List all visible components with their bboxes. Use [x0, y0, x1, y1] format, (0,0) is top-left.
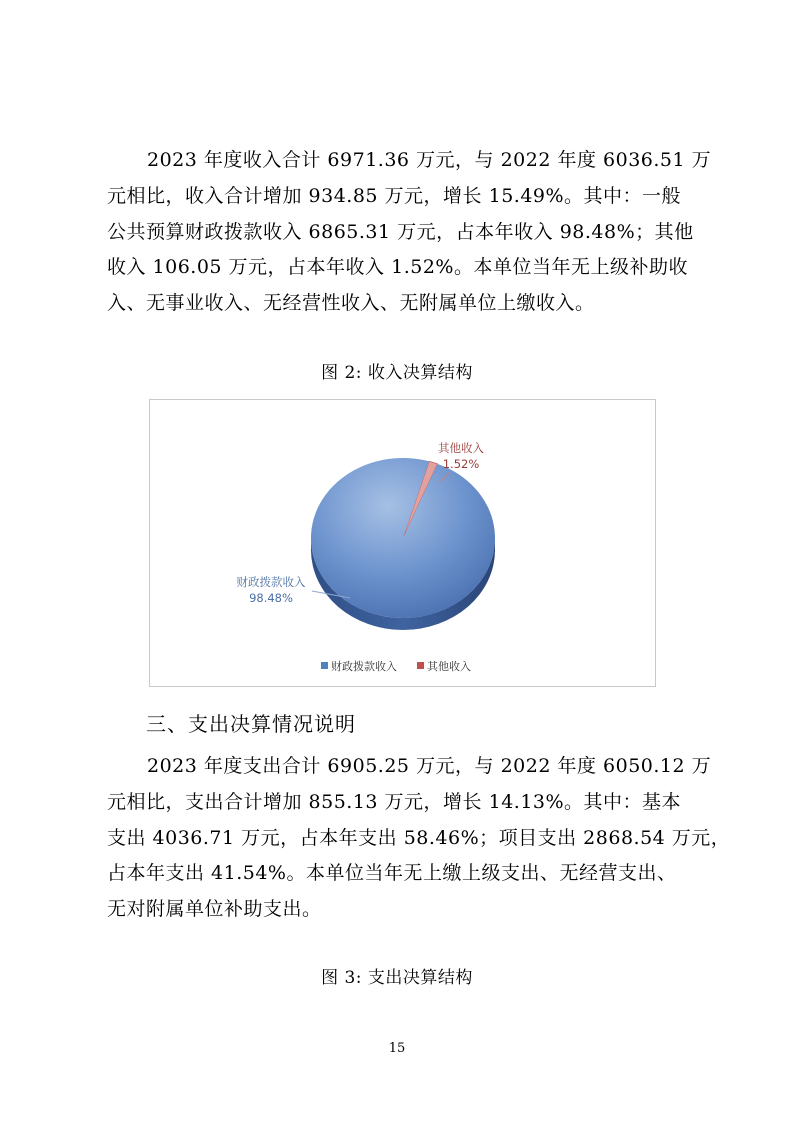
slice-label-other-name: 其他收入: [438, 441, 484, 455]
page-number: 15: [388, 1041, 406, 1056]
text-line: 元相比，支出合计增加 855.13 万元，增长 14.13%。其中：基本: [107, 790, 682, 813]
text-line: 支出 4036.71 万元，占本年支出 58.46%；项目支出 2868.54 万元，: [107, 826, 731, 849]
text-line: 入、无事业收入、无经营性收入、无附属单位上缴收入。: [107, 292, 595, 315]
expense-paragraph: [107, 749, 731, 928]
text-line: 元相比，收入合计增加 934.85 万元，增长 15.49%。其中：一般: [107, 184, 682, 207]
text-line: 2023 年度支出合计 6905.25 万元，与 2022 年度 6050.12 万: [147, 755, 712, 777]
legend-swatch-other: [417, 662, 424, 669]
section-heading: 三、支出决算情况说明: [146, 712, 356, 736]
text-line: 无对附属单位补助支出。: [107, 898, 322, 921]
slice-label-fiscal-value: 98.48%: [249, 591, 293, 605]
text-line: 2023 年度收入合计 6971.36 万元，与 2022 年度 6036.51 万: [147, 149, 712, 171]
slice-label-other-value: 1.52%: [442, 457, 480, 471]
income-structure-chart: [149, 399, 656, 687]
pie-chart-svg: [150, 400, 657, 688]
text-line: 公共预算财政拨款收入 6865.31 万元，占本年收入 98.48%；其他: [107, 220, 694, 243]
text-line: 占本年支出 41.54%。本单位当年无上缴上级支出、无经营支出、: [107, 862, 677, 885]
legend-label-fiscal: 财政拨款收入: [331, 660, 397, 673]
legend-label-other: 其他收入: [427, 660, 471, 673]
pie-group: [311, 458, 495, 630]
text-line: 收入 106.05 万元，占本年收入 1.52%。本单位当年无上级补助收: [107, 256, 688, 279]
legend-swatch-fiscal: [321, 662, 328, 669]
pie-slice-fiscal: [311, 458, 495, 618]
figure-2-caption: 图 2: 收入决算结构: [321, 363, 473, 383]
slice-label-fiscal-name: 财政拨款收入: [236, 575, 306, 589]
figure-3-caption: 图 3: 支出决算结构: [321, 968, 473, 988]
income-paragraph: [107, 143, 712, 322]
